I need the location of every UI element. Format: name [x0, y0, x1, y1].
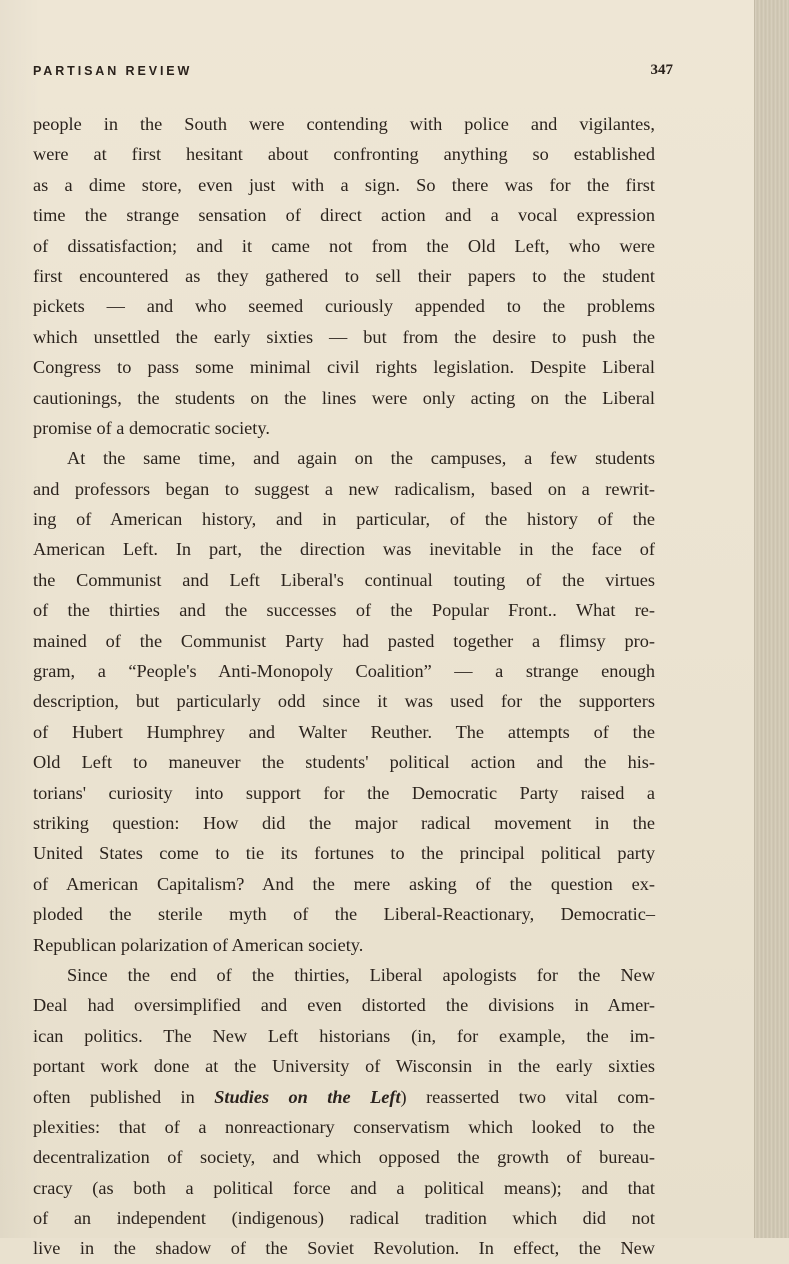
- text-line: of Hubert Humphrey and Walter Reuther. The attempts of the: [33, 721, 655, 742]
- text-line: of American Capitalism? And the mere asking of the question ex-: [33, 873, 655, 894]
- journal-title: Studies on the Left: [214, 1086, 401, 1107]
- text-line: Old Left to maneuver the students' political action and the his-: [33, 752, 655, 773]
- text-line: promise of a democratic society.: [33, 417, 270, 438]
- text-line: gram, a “People's Anti-Monopoly Coalition” — a strange enough: [33, 661, 655, 682]
- text-line: cautionings, the students on the lines were only acting on the Liberal: [33, 387, 655, 408]
- text-line: first encountered as they gathered to sell their papers to the student: [33, 265, 655, 286]
- page-header: [33, 60, 673, 84]
- text-line: Republican polarization of American society.: [33, 934, 364, 955]
- text-line: description, but particularly odd since it was used for the supporters: [33, 691, 655, 712]
- text-line: plexities: that of a nonreactionary conservatism which looked to the: [33, 1116, 655, 1137]
- text-line: portant work done at the University of Wisconsin in the early sixties: [33, 1056, 655, 1077]
- text-fragment: ): [400, 1086, 407, 1107]
- text-line: Deal had oversimplified and even distorted the divisions in Amer-: [33, 995, 655, 1016]
- text-line: Since the end of the thirties, Liberal apologists for the New: [67, 964, 655, 985]
- text-line: were at first hesitant about confronting anything so established: [33, 144, 655, 165]
- page-number: 347: [650, 62, 673, 78]
- text-line: of dissatisfaction; and it came not from the Old Left, who were: [33, 235, 655, 256]
- text-fragment: reasserted two vital com-: [406, 1086, 655, 1107]
- text-line: torians' curiosity into support for the Democratic Party raised a: [33, 782, 655, 803]
- text-line: decentralization of society, and which opposed the growth of bureau-: [33, 1147, 655, 1168]
- text-line: ican politics. The New Left historians (in, for example, the im-: [33, 1025, 655, 1046]
- text-line: United States come to tie its fortunes to the principal political party: [33, 843, 655, 864]
- text-line: the Communist and Left Liberal's continual touting of the virtues: [33, 569, 655, 590]
- text-line: ploded the sterile myth of the Liberal-Reactionary, Democratic–: [33, 904, 655, 925]
- text-line-with-italic: [33, 1082, 655, 1112]
- text-line: of an independent (indigenous) radical tradition which did not: [33, 1208, 655, 1229]
- text-fragment: often published in: [33, 1086, 195, 1107]
- book-spine-edge: [754, 0, 789, 1238]
- text-line: live in the shadow of the Soviet Revolution. In effect, the New: [33, 1238, 655, 1259]
- text-line: At the same time, and again on the campuses, a few students: [67, 448, 655, 469]
- text-line: people in the South were contending with police and vigilantes,: [33, 114, 655, 134]
- text-line: striking question: How did the major radical movement in the: [33, 812, 655, 833]
- text-line: as a dime store, even just with a sign. So there was for the first: [33, 174, 655, 195]
- text-line: mained of the Communist Party had pasted together a flimsy pro-: [33, 630, 655, 651]
- text-line: American Left. In part, the direction was inevitable in the face of: [33, 539, 655, 560]
- text-line: ing of American history, and in particular, of the history of the: [33, 509, 655, 530]
- running-head: PARTISAN REVIEW: [33, 64, 193, 78]
- text-line: cracy (as both a political force and a political means); and that: [33, 1177, 655, 1198]
- text-line: time the strange sensation of direct action and a vocal expression: [33, 205, 655, 226]
- text-line: pickets — and who seemed curiously appended to the problems: [33, 296, 655, 317]
- body-text: [33, 109, 655, 1264]
- text-line: of the thirties and the successes of the Popular Front.. What re-: [33, 600, 655, 621]
- text-line: Congress to pass some minimal civil rights legislation. Despite Liberal: [33, 357, 655, 378]
- text-line: and professors began to suggest a new radicalism, based on a rewrit-: [33, 478, 655, 499]
- text-line: which unsettled the early sixties — but from the desire to push the: [33, 326, 655, 347]
